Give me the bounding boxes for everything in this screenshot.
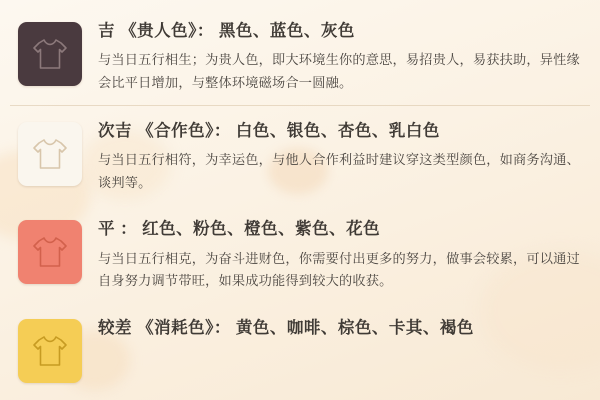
tshirt-icon xyxy=(32,137,68,171)
list-item-description: 与当日五行相符，为幸运色，与他人合作利益时建议穿这类型颜色，如商务沟通、谈判等。 xyxy=(98,151,580,190)
list-item xyxy=(0,0,600,105)
list-item-title: 平 ： 红色、粉色、橙色、紫色、花色 xyxy=(98,220,381,239)
list-item xyxy=(0,204,600,303)
list-item-title: 吉 《贵人色》： 黑色、蓝色、灰色 xyxy=(98,22,355,40)
color-swatch xyxy=(18,319,82,383)
list-item xyxy=(0,106,600,205)
list-item-content xyxy=(98,18,586,95)
list-item-content xyxy=(98,118,586,195)
list-item-content xyxy=(98,216,586,293)
list-item xyxy=(0,303,600,383)
list-item-content xyxy=(98,315,586,346)
list-item-title: 较差 《消耗色》： 黄色、咖啡、棕色、卡其、褐色 xyxy=(98,319,474,338)
list-item-description: 与当日五行相生；为贵人色，即大环境生你的意思，易招贵人，易获扶助，异性缘会比平日增加，与整体环境磁场合一圆融。 xyxy=(98,52,580,90)
list-item-title: 次吉 《合作色》： 白色、银色、杏色、乳白色 xyxy=(98,121,440,140)
color-swatch xyxy=(18,22,82,86)
tshirt-icon xyxy=(32,37,68,71)
tshirt-icon xyxy=(32,334,68,368)
list-item-description: 与当日五行相克，为奋斗进财色，你需要付出更多的努力，做事会较累，可以通过自身努力调节带旺，如果成功能得到较大的收获。 xyxy=(98,250,580,289)
color-swatch xyxy=(18,122,82,186)
color-swatch xyxy=(18,220,82,284)
tshirt-icon xyxy=(32,235,68,269)
